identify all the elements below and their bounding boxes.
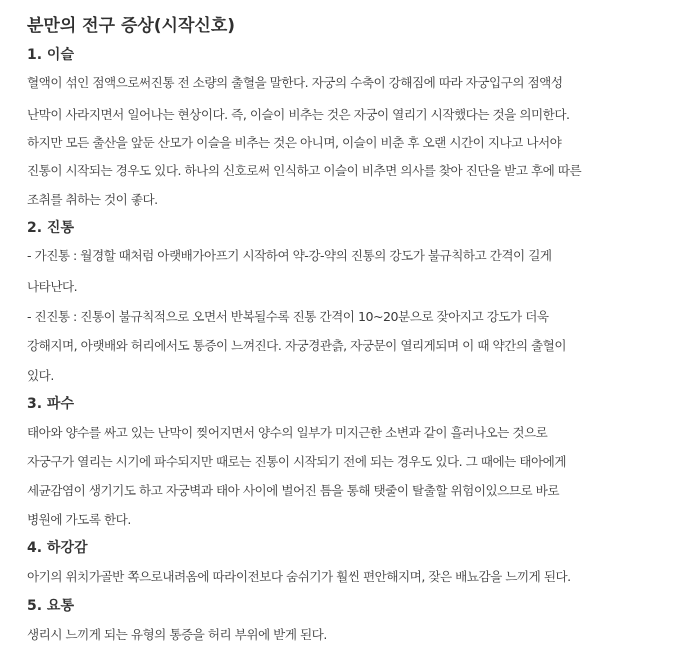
paragraph-line: 강해지며, 아랫배와 허리에서도 통증이 느껴진다. 자궁경관츩, 자궁문이 열리게되며 이 때 약간의 출혈이 [27,338,566,353]
paragraph-line: 태아와 양수를 싸고 있는 난막이 찢어지면서 양수의 일부가 미지근한 소변과 같이 흘러나오는 것으로 [27,425,548,440]
paragraph-line: 병원에 가도록 한다. [27,512,131,527]
page-title: 분만의 전구 증상(시작신호) [27,16,236,36]
section-heading-3: 3. 파수 [27,396,74,412]
paragraph-line: 아기의 위치가골반 쪽으로내려옴에 따라이전보다 숨쉬기가 훨씬 편안해지며, 잦은 배뇨감을 느끼게 된다. [27,569,571,584]
paragraph-line: 자궁구가 열리는 시기에 파수되지만 때로는 진통이 시작되기 전에 되는 경우도 있다. 그 때에는 태아에게 [27,454,566,469]
paragraph-line: 혈액이 섞인 점액으로써진통 전 소량의 출혈을 말한다. 자궁의 수축이 강해짐에 따라 자궁입구의 점액성 [27,75,563,90]
paragraph-line: - 가진통 : 월경할 때처럼 아랫배가아프기 시작하여 약-강-약의 진통의 강도가 불규칙하고 간격이 길게 [27,248,552,263]
section-heading-5: 5. 요통 [27,598,74,614]
section-heading-1: 1. 이슬 [27,47,74,63]
section-heading-4: 4. 하강감 [27,540,88,556]
section-heading-2: 2. 진통 [27,220,74,236]
paragraph-line: 조취를 취하는 것이 좋다. [27,192,158,207]
paragraph-line: 세균감염이 생기기도 하고 자궁벽과 태아 사이에 벌어진 틈을 통해 탯줄이 탈출할 위험이있으므로 바로 [27,483,559,498]
paragraph-line: 하지만 모든 출산을 앞둔 산모가 이슬을 비추는 것은 아니며, 이슬이 비춘 후 오랜 시간이 지나고 나서야 [27,135,562,150]
paragraph-line: 진통이 시작되는 경우도 있다. 하나의 신호로써 인식하고 이슬이 비추면 의사를 찾아 진단을 받고 후에 따른 [27,163,582,178]
paragraph-line: 나타난다. [27,279,78,294]
paragraph-line: 있다. [27,368,54,383]
paragraph-line: 생리시 느끼게 되는 유형의 통증을 허리 부위에 받게 된다. [27,627,327,642]
paragraph-line: 난막이 사라지면서 일어나는 현상이다. 즉, 이슬이 비추는 것은 자궁이 열리기 시작했다는 것을 의미한다. [27,107,570,122]
paragraph-line: - 진진통 : 진통이 불규칙적으로 오면서 반복될수록 진통 간격이 10~20분으로 잦아지고 강도가 더욱 [27,309,549,324]
